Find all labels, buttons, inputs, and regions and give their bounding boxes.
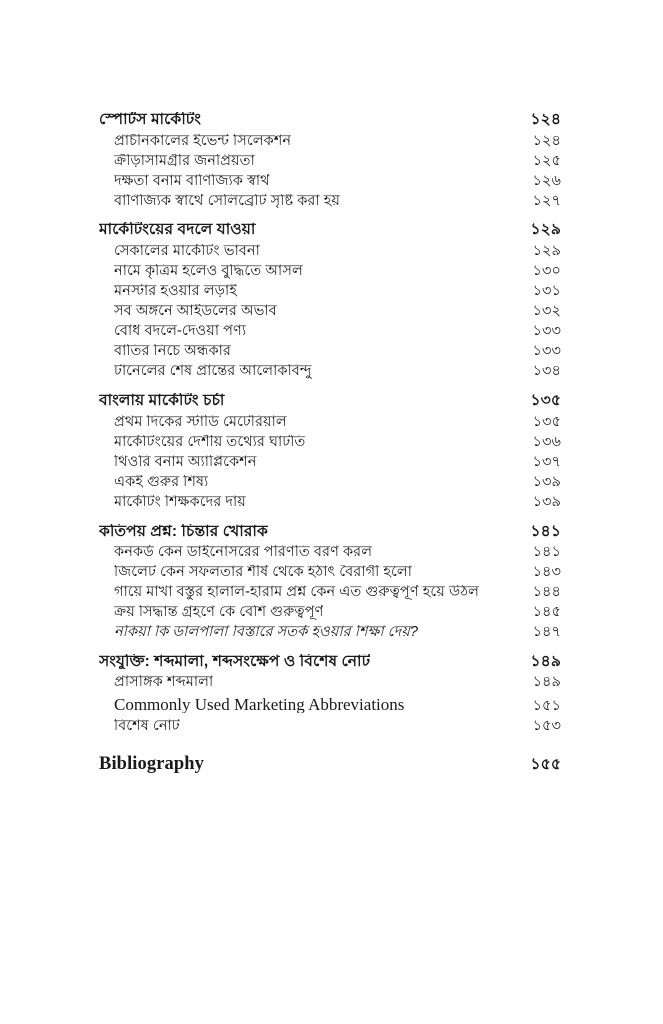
toc-heading-label: বাংলায় মার্কেটিং চর্চা bbox=[99, 393, 225, 409]
toc-entry-page-number: ১২৫ bbox=[532, 152, 561, 169]
toc-entry-page-number: ১৫৩ bbox=[532, 717, 561, 734]
toc-entry-page-number: ১৩২ bbox=[532, 303, 561, 320]
toc-heading-label: সংযুক্তি: শব্দমালা, শব্দসংক্ষেপ ও বিশেষ নোট bbox=[99, 653, 371, 670]
toc-entry-page-number: ১৫১ bbox=[532, 697, 561, 714]
toc-entry-page-number: ১৪১ bbox=[532, 544, 561, 560]
toc-entry-label: একই গুরুর শিষ্য bbox=[114, 474, 209, 490]
toc-entry[interactable] bbox=[99, 495, 561, 510]
toc-entry-page-number: ১৪৪ bbox=[532, 584, 561, 601]
toc-entry-label: প্রাসঙ্গিক শব্দমালা bbox=[114, 675, 214, 691]
toc-entry-list bbox=[99, 112, 561, 774]
toc-heading-page-number: ১৫৫ bbox=[530, 756, 561, 774]
toc-entry-page-number: ১২৭ bbox=[532, 192, 561, 209]
toc-entry-label: গায়ে মাখা বস্তুর হালাল-হারাম প্রশ্ন কেন এত গুরুত্বপূর্ণ হয়ে উঠল bbox=[114, 585, 479, 600]
toc-entry-label: বিশেষ নোট bbox=[114, 718, 180, 734]
toc-entry-page-number: ১৩১ bbox=[532, 283, 561, 300]
toc-entry-label: বাণিজ্যিক স্বার্থে সেলিব্রেটি সৃষ্টি করা হয় bbox=[114, 193, 341, 209]
toc-entry[interactable] bbox=[99, 435, 561, 450]
toc-entry[interactable] bbox=[99, 605, 561, 620]
toc-section-heading[interactable] bbox=[99, 524, 561, 540]
toc-entry-page-number: ১৪৭ bbox=[532, 624, 561, 641]
toc-entry-label: মার্কেটিংয়ের দেশীয় তথ্যের ঘাটতি bbox=[114, 434, 306, 450]
toc-entry-label: নামে কৃত্রিম হলেও বুদ্ধিতে আসল bbox=[114, 263, 303, 279]
toc-heading-label: মার্কেটিংয়ের বদলে যাওয়া bbox=[99, 222, 256, 238]
toc-heading-label: Bibliography bbox=[99, 755, 205, 774]
toc-heading-page-number: ১২৯ bbox=[530, 221, 561, 239]
toc-heading-label: স্পোর্টস মার্কেটিং bbox=[99, 112, 201, 128]
toc-entry-page-number: ১৩৯ bbox=[532, 493, 561, 510]
toc-entry-label: জিলেট কেন সফলতার শীর্ষ থেকে হঠাৎ বৈরাগী হলো bbox=[114, 565, 412, 580]
toc-entry-page-number: ১৪৩ bbox=[532, 564, 561, 581]
toc-entry[interactable] bbox=[99, 565, 561, 580]
toc-entry-label: প্রথম দিকের স্টাডি মেটেরিয়াল bbox=[114, 414, 287, 430]
toc-entry-page-number: ১৩৭ bbox=[532, 453, 561, 470]
toc-section-heading[interactable] bbox=[99, 654, 561, 670]
toc-entry[interactable] bbox=[99, 194, 561, 209]
toc-entry-label: সেকালের মার্কেটিং ভাবনা bbox=[114, 243, 260, 259]
toc-section-heading[interactable] bbox=[99, 393, 561, 409]
toc-entry[interactable] bbox=[99, 675, 561, 690]
toc-entry[interactable] bbox=[99, 455, 561, 470]
toc-entry-label: বাতির নিচে অন্ধকার bbox=[114, 344, 231, 359]
toc-entry-page-number: ১৩৫ bbox=[532, 413, 561, 430]
toc-heading-page-number: ১৩৫ bbox=[530, 392, 561, 410]
toc-heading-label: কতিপয় প্রশ্ন: চিন্তার খোরাক bbox=[99, 523, 268, 539]
toc-entry[interactable] bbox=[99, 174, 561, 189]
toc-entry[interactable] bbox=[99, 324, 561, 339]
toc-entry-page-number: ১৩৯ bbox=[532, 473, 561, 490]
toc-entry-label: সব অঙ্গনে আইডলের অভাব bbox=[114, 304, 277, 319]
toc-entry-label: ক্রয় সিদ্ধান্ত গ্রহণে কে বেশি গুরুত্বপূর্ণ bbox=[114, 605, 324, 620]
toc-entry-page-number: ১২৯ bbox=[532, 242, 561, 259]
toc-entry-page-number: ১৩৩ bbox=[532, 323, 561, 340]
toc-heading-page-number: ১৪১ bbox=[530, 522, 561, 540]
toc-entry[interactable] bbox=[99, 415, 561, 430]
toc-section bbox=[99, 393, 561, 509]
toc-entry-label: কনকর্ড কেন ডাইনোসরের পরিণতি বরণ করল bbox=[114, 545, 373, 560]
toc-entry-page-number: ১২৬ bbox=[532, 172, 561, 189]
toc-section-heading[interactable] bbox=[99, 222, 561, 238]
toc-entry-label: প্রাচীনকালের ইভেন্ট সিলেকশন bbox=[114, 133, 292, 149]
toc-entry[interactable] bbox=[99, 696, 561, 714]
toc-entry-label: ক্রীড়াসামগ্রীর জনপ্রিয়তা bbox=[114, 153, 255, 169]
toc-entry-page-number: ১৪৫ bbox=[532, 604, 561, 621]
toc-entry[interactable] bbox=[99, 244, 561, 259]
toc-entry-page-number: ১৩৬ bbox=[532, 433, 561, 450]
toc-entry-label: দক্ষতা বনাম বাণিজ্যিক স্বার্থ bbox=[114, 173, 270, 189]
toc-entry[interactable] bbox=[99, 475, 561, 490]
toc-entry[interactable] bbox=[99, 585, 561, 600]
toc-entry[interactable] bbox=[99, 304, 561, 319]
toc-entry[interactable] bbox=[99, 284, 561, 299]
toc-entry-label: টানেলের শেষ প্রান্তের আলোকবিন্দু bbox=[114, 364, 312, 380]
toc-entry-page-number: ১৩৪ bbox=[532, 363, 561, 380]
toc-section bbox=[99, 755, 561, 774]
toc-entry[interactable] bbox=[99, 625, 561, 640]
toc-entry[interactable] bbox=[99, 364, 561, 379]
toc-heading-page-number: ১২৪ bbox=[530, 111, 561, 128]
toc-entry[interactable] bbox=[99, 134, 561, 149]
toc-entry-label: Commonly Used Marketing Abbreviations bbox=[114, 695, 405, 713]
toc-section bbox=[99, 222, 561, 379]
toc-entry-page-number: ১২৪ bbox=[532, 132, 561, 149]
toc-entry-label: নকিয়া কি ডালপালা বিস্তারে সতর্ক হওয়ার শিক্ষা দেয়? bbox=[114, 625, 418, 640]
toc-section bbox=[99, 112, 561, 208]
toc-section bbox=[99, 654, 561, 733]
toc-entry-page-number: ১৪৯ bbox=[532, 674, 561, 691]
toc-entry[interactable] bbox=[99, 154, 561, 169]
toc-heading-page-number: ১৪৯ bbox=[530, 652, 561, 670]
toc-section-heading[interactable] bbox=[99, 755, 561, 774]
toc-entry-label: বোধ বদলে-দেওয়া পণ্য bbox=[114, 324, 247, 339]
toc-entry-page-number: ১৩০ bbox=[532, 262, 561, 279]
toc-section bbox=[99, 524, 561, 640]
toc-entry[interactable] bbox=[99, 344, 561, 359]
toc-section-heading[interactable] bbox=[99, 112, 561, 128]
toc-entry-label: মনস্টার হওয়ার লড়াই bbox=[114, 284, 237, 299]
toc-entry[interactable] bbox=[99, 719, 561, 734]
toc-entry-page-number: ১৩৩ bbox=[532, 343, 561, 360]
toc-entry-label: থিওরি বনাম অ্যাপ্লিকেশন bbox=[114, 454, 257, 470]
toc-entry[interactable] bbox=[99, 264, 561, 279]
toc-entry[interactable] bbox=[99, 545, 561, 560]
toc-entry-label: মার্কেটিং শিক্ষকদের দায় bbox=[114, 494, 246, 510]
